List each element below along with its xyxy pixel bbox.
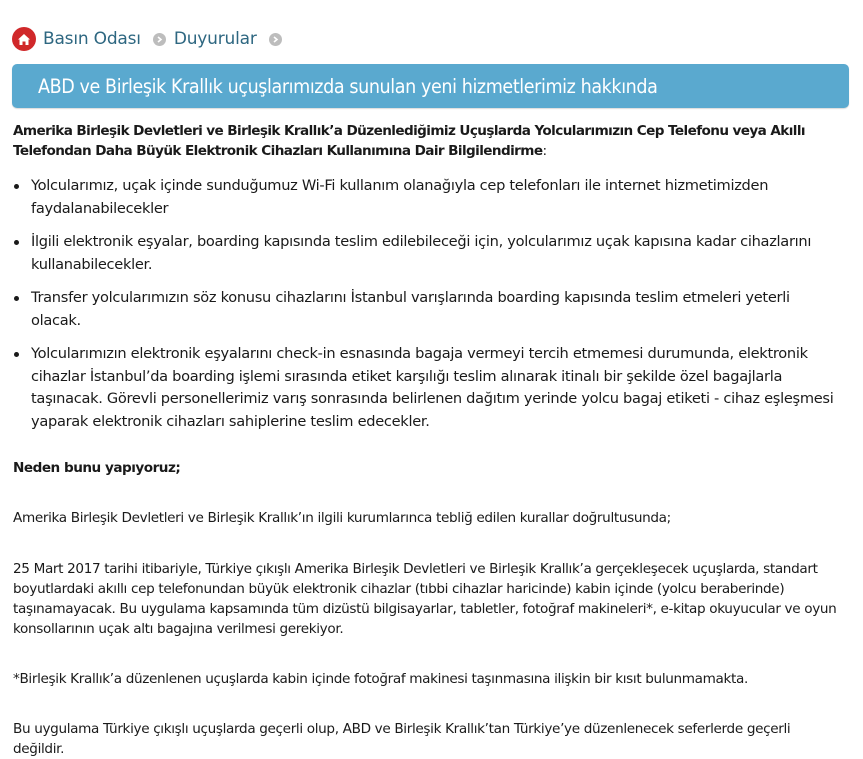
why-paragraph-footnote: *Birleşik Krallık’a düzenlenen uçuşlarda kabin içinde fotoğraf makinesi taşınmasına ilişkin bir kısıt bulunmamakta.: [13, 671, 748, 687]
title-bar: [12, 64, 849, 108]
chevron-circle-right-icon: [153, 33, 166, 46]
page-title: ABD ve Birleşik Krallık uçuşlarımızda sunulan yeni hizmetlerimiz hakkında: [38, 74, 658, 98]
info-bullet-list: [13, 175, 843, 433]
list-item-text: İlgili elektronik eşyalar, boarding kapısında teslim edilebileceği için, yolcularımız uçak kapısına kadar cihazlarını kullanabilecekler.: [31, 233, 812, 273]
breadcrumb: [12, 26, 290, 52]
intro-heading-text: Amerika Birleşik Devletleri ve Birleşik Krallık’a Düzenlediğimiz Uçuşlarda Yolcularımızın Cep Telefonu veya Akıllı Telefondan Daha Büyük Elektronik Cihazları Kullanımına Dair Bilgilendirme: [13, 123, 805, 159]
breadcrumb-link-announcements[interactable]: Duyurular: [173, 29, 257, 49]
list-item-text: Transfer yolcularımızın söz konusu cihazlarını İstanbul varışlarında boarding kapısında teslim etmeleri yeterli olacak.: [31, 289, 790, 329]
why-paragraph-restriction: 25 Mart 2017 tarihi itibariyle, Türkiye çıkışlı Amerika Birleşik Devletleri ve Birleşik Krallık’a gerçekleşecek uçuşlarda, standart boyutlardaki akıllı cep telefonundan büyük elektronik cihazlar (tıbbi cihazlar haricinde) kabin içinde (yolcu beraberinde) taşınamayacak. Bu uygulama kapsamında tüm dizüstü bilgisayarlar, tabletler, fotoğraf makineleri*, e-kitap okuyucular ve oyun konsollarının uçak altı bagajına verilmesi gerekiyor.: [13, 561, 837, 637]
intro-heading-colon: :: [542, 143, 547, 159]
list-item: [13, 287, 843, 332]
bullet-icon: [14, 296, 19, 301]
home-icon[interactable]: [12, 27, 36, 51]
chevron-circle-right-icon: [269, 33, 282, 46]
list-item: [13, 175, 843, 220]
intro-heading: [13, 121, 843, 161]
bullet-icon: [14, 352, 19, 357]
list-item-text: Yolcularımızın elektronik eşyalarını check-in esnasında bagaja vermeyi tercih etmemesi durumunda, elektronik cihazlar İstanbul’da boarding işlemi sırasında etiket karşılığı teslim alınarak itinalı bir şekilde özel bagajlarla taşınacak. Görevli personellerimiz varış sonrasında belirlenen dağıtım yerinde yolcu bagaj etiketi - cihaz eşleşmesi yaparak elektronik cihazları sahiplerine teslim edecekler.: [31, 345, 834, 430]
announcement-body: [13, 121, 843, 759]
breadcrumb-link-press-room[interactable]: Basın Odası: [43, 29, 141, 49]
why-heading: Neden bunu yapıyoruz;: [13, 460, 181, 476]
bullet-icon: [14, 184, 19, 189]
why-paragraph-scope: Bu uygulama Türkiye çıkışlı uçuşlarda geçerli olup, ABD ve Birleşik Krallık’tan Türkiye’ye düzenlenecek seferlerde geçerli değildir.: [13, 721, 791, 757]
list-item: [13, 343, 843, 433]
list-item: [13, 231, 843, 276]
bullet-icon: [14, 240, 19, 245]
why-paragraph-rules: Amerika Birleşik Devletleri ve Birleşik Krallık’ın ilgili kurumlarınca tebliğ edilen kurallar doğrultusunda;: [13, 510, 671, 526]
list-item-text: Yolcularımız, uçak içinde sunduğumuz Wi-Fi kullanım olanağıyla cep telefonları ile internet hizmetimizden faydalanabilecekler: [31, 177, 769, 217]
